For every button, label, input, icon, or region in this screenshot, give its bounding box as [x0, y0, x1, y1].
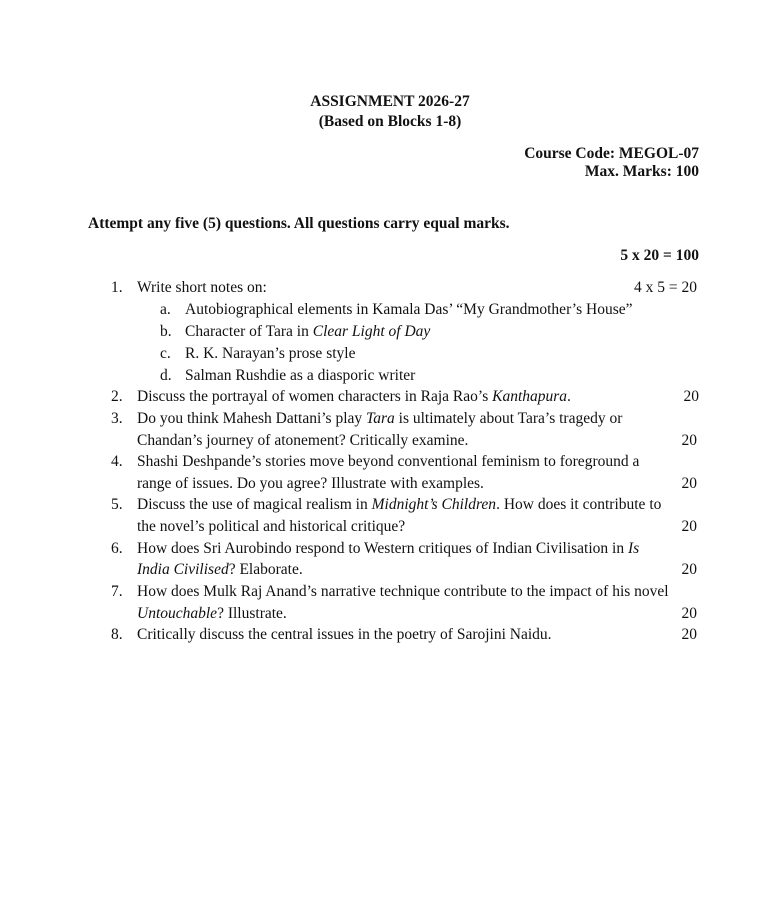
subpart-letter: d.	[160, 367, 172, 384]
question-text-plain: ? Illustrate.	[217, 605, 287, 622]
question-marks: 4 x 5 = 20	[634, 279, 697, 296]
question-text	[137, 388, 571, 406]
question-text-italic: Kanthapura	[492, 388, 568, 405]
question-number: 7.	[111, 583, 123, 600]
subpart-text	[185, 323, 430, 341]
question-marks: 20	[681, 626, 697, 643]
question-marks: 20	[683, 388, 699, 405]
question-text-italic: India Civilised	[137, 561, 229, 578]
question-text-plain: Discuss the use of magical realism in	[137, 496, 372, 513]
assignment-subtitle: (Based on Blocks 1-8)	[318, 113, 462, 130]
question-number: 1.	[111, 279, 123, 296]
subpart-text-plain: Character of Tara in	[185, 323, 313, 340]
instructions: Attempt any five (5) questions. All questions carry equal marks.	[88, 215, 510, 232]
question-number: 2.	[111, 388, 123, 405]
question-number: 4.	[111, 453, 123, 470]
question-text-line-2: range of issues. Do you agree? Illustrate with examples.	[137, 475, 484, 492]
question-text-line-2	[137, 561, 303, 579]
question-text: Write short notes on:	[137, 279, 267, 296]
question-marks: 20	[681, 605, 697, 622]
max-marks: Max. Marks: 100	[584, 163, 699, 180]
question-text-plain: .	[567, 388, 571, 405]
question-text-line-1: How does Mulk Raj Anand’s narrative technique contribute to the impact of his novel	[137, 583, 669, 600]
subpart-text-italic: Clear Light of Day	[312, 323, 431, 340]
question-number: 3.	[111, 410, 123, 427]
subpart-text: Salman Rushdie as a diasporic writer	[185, 367, 416, 384]
question-text-line-2: Chandan’s journey of atonement? Critically examine.	[137, 432, 469, 449]
question-number: 5.	[111, 496, 123, 513]
question-marks: 20	[681, 475, 697, 492]
question-text-line-1: Shashi Deshpande’s stories move beyond conventional feminism to foreground a	[137, 453, 640, 470]
question-text-line-2: the novel’s political and historical critique?	[137, 518, 406, 535]
subpart-letter: a.	[160, 301, 171, 318]
question-text-line-1	[137, 496, 661, 514]
question-text-plain: Discuss the portrayal of women characters in Raja Rao’s	[137, 388, 493, 405]
question-text-italic: Is	[627, 540, 640, 557]
question-marks: 20	[681, 432, 697, 449]
question-text-plain: Do you think Mahesh Dattani’s play	[137, 410, 367, 427]
question-text: Critically discuss the central issues in the poetry of Sarojini Naidu.	[137, 626, 552, 643]
assignment-title: ASSIGNMENT 2026-27	[310, 93, 470, 110]
question-text-italic: Untouchable	[137, 605, 218, 622]
question-number: 8.	[111, 626, 123, 643]
question-text-plain: . How does it contribute to	[496, 496, 662, 513]
question-number: 6.	[111, 540, 123, 557]
course-code: Course Code: MEGOL-07	[524, 145, 699, 162]
subpart-letter: b.	[160, 323, 172, 340]
question-text-plain: How does Sri Aurobindo respond to Western critiques of Indian Civilisation in	[137, 540, 628, 557]
question-text-italic: Midnight’s Children	[371, 496, 497, 513]
subpart-text: R. K. Narayan’s prose style	[185, 345, 356, 362]
subpart-letter: c.	[160, 345, 171, 362]
question-marks: 20	[681, 561, 697, 578]
question-text-line-2	[137, 605, 287, 623]
question-text-line-1	[137, 540, 639, 558]
subpart-text: Autobiographical elements in Kamala Das’ “My Grandmother’s House”	[185, 301, 633, 318]
question-text-italic: Tara	[366, 410, 395, 427]
question-text-plain: ? Elaborate.	[228, 561, 303, 578]
question-text-line-1	[137, 410, 622, 428]
question-text-plain: is ultimately about Tara’s tragedy or	[394, 410, 623, 427]
question-marks: 20	[681, 518, 697, 535]
total-marks: 5 x 20 = 100	[620, 247, 699, 264]
